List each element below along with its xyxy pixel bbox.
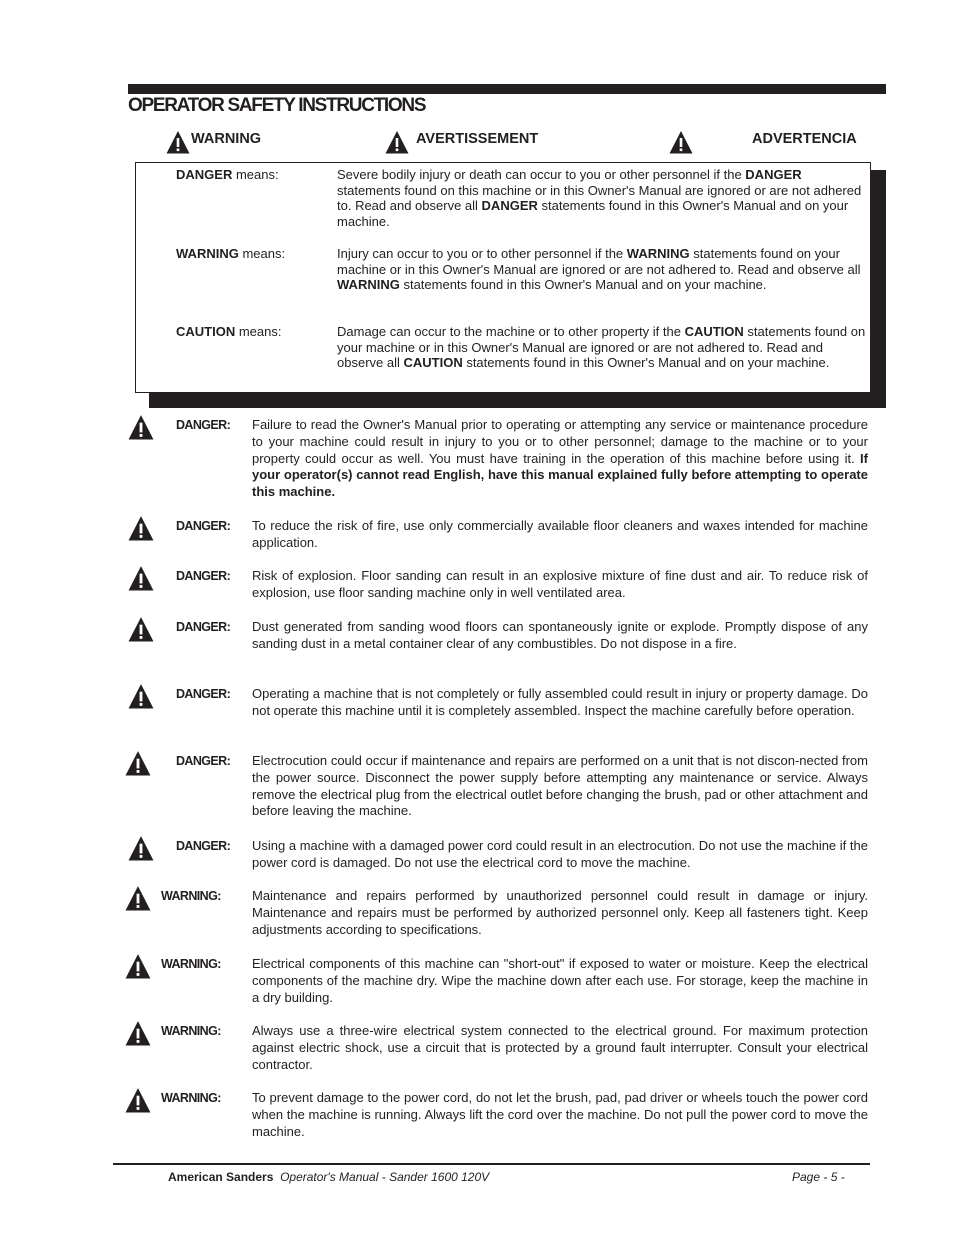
footer-manual: Operator's Manual - Sander 1600 120V xyxy=(280,1170,490,1184)
footer-brand: American Sanders xyxy=(168,1170,274,1184)
definition-term: WARNING means: xyxy=(176,246,286,261)
body-text: Always use a three-wire electrical system connected to the electrical ground. For maximum protection against electric shock, use a circuit that is protected by a ground fault interrupter. Consult your electrical contractor. xyxy=(252,1023,868,1072)
hazard-text xyxy=(252,753,868,820)
warning-triangle-icon xyxy=(128,616,154,642)
body-text: Using a machine with a damaged power cord could result in an electrocution. Do not use the machine if the power cord is damaged. Do not use the electrical cord to move the machine. xyxy=(252,838,868,870)
emphasis-text: WARNING xyxy=(337,277,400,293)
hazard-icon xyxy=(125,885,151,916)
hazard-text xyxy=(252,686,868,720)
body-text: statements found on your machine or in this Owner's Manual are ignored or are not adhered to. Read and observe all xyxy=(337,246,861,277)
hazard-text xyxy=(252,838,868,872)
body-text: statements found in this Owner's Manual and on your machine. xyxy=(399,277,767,293)
footer-page-number: Page - 5 - xyxy=(792,1170,845,1184)
body-text: Operating a machine that is not completely or fully assembled could result in injury or property damage. Do not operate this machine until it is completely assembled. Inspect the machine carefully before operation. xyxy=(252,686,868,718)
footer-manual-title xyxy=(168,1170,489,1184)
body-text: statements found on your machine or in this Owner's Manual are ignored or are not adhered to. Read and observe all xyxy=(337,324,866,371)
hazard-label: DANGER: xyxy=(176,754,231,768)
warning-triangle-icon xyxy=(125,750,151,776)
hazard-label: DANGER: xyxy=(176,569,231,583)
emphasis-text: CAUTION xyxy=(403,355,463,371)
hazard-icon xyxy=(128,683,154,714)
definition-text xyxy=(337,246,867,293)
advertencia-heading xyxy=(669,130,857,154)
warning-triangle-icon xyxy=(669,130,693,154)
warning-triangle-icon xyxy=(128,565,154,591)
body-text: To reduce the risk of fire, use only commercially available floor cleaners and waxes intended for machine application. xyxy=(252,518,868,550)
body-text: Dust generated from sanding wood floors can spontaneously ignite or explode. Promptly dispose of any sanding dust in a metal container clear of any combustibles. Do not dispose in a fire. xyxy=(252,619,868,651)
body-text: statements found in this Owner's Manual and on your machine. xyxy=(337,198,849,230)
warning-triangle-icon xyxy=(385,130,409,154)
footer-rule xyxy=(113,1163,870,1165)
hazard-label: DANGER: xyxy=(176,687,231,701)
warning-label: WARNING xyxy=(191,131,262,147)
warning-triangle-icon xyxy=(125,1087,151,1113)
hazard-label: DANGER: xyxy=(176,839,231,853)
body-text: Risk of explosion. Floor sanding can result in an explosive mixture of fine dust and air. To reduce risk of explosion, use floor sanding machine only in well ventilated area. xyxy=(252,568,868,600)
hazard-icon xyxy=(128,616,154,647)
hazard-text xyxy=(252,1023,868,1073)
hazard-icon xyxy=(125,953,151,984)
hazard-text xyxy=(252,518,868,552)
hazard-text xyxy=(252,1090,868,1140)
hazard-icon xyxy=(128,565,154,596)
emphasis-text: WARNING xyxy=(626,246,690,261)
hazard-label: DANGER: xyxy=(176,418,231,432)
warning-triangle-icon xyxy=(128,835,154,861)
definition-term: DANGER means: xyxy=(176,167,279,182)
hazard-label: WARNING: xyxy=(161,889,221,903)
body-text: statements found on this machine or in this Owner's Manual are ignored or are not adhered to. Read and observe all xyxy=(337,182,862,214)
body-text: Electrocution could occur if maintenance and repairs are performed on a unit that is not discon-nected from the power source. Disconnect the power supply before attempting any maintenance or service. Always remove the electrical plug from the electrical outlet before changing the brush, pad or other attachment and before leaving the machine. xyxy=(252,753,868,819)
warning-triangle-icon xyxy=(125,885,151,911)
hazard-icon xyxy=(125,1020,151,1051)
hazard-icon xyxy=(128,414,154,445)
hazard-icon xyxy=(128,515,154,546)
hazard-text xyxy=(252,568,868,602)
body-text: To prevent damage to the power cord, do not let the brush, pad, pad driver or wheels touch the power cord when the machine is running. Always lift the cord over the machine. Do not pull the power cord to move the machine. xyxy=(252,1090,868,1139)
body-text: Electrical components of this machine can "short-out" if exposed to water or moisture. Keep the electrical components of the machine dry. Wipe the machine down after each use. For storage, keep the machine in a dry building. xyxy=(252,956,868,1005)
header-rule xyxy=(128,84,886,94)
warning-triangle-icon xyxy=(166,130,190,154)
definition-text xyxy=(337,167,867,230)
hazard-label: DANGER: xyxy=(176,620,231,634)
hazard-label: WARNING: xyxy=(161,1024,221,1038)
emphasis-text: If your operator(s) cannot read English, have this manual explained fully before attempting to operate this machine. xyxy=(252,450,868,500)
definition-text xyxy=(337,324,867,371)
emphasis-text: DANGER xyxy=(481,198,538,214)
hazard-icon xyxy=(128,835,154,866)
body-text: Injury can occur to you or to other personnel if the xyxy=(337,246,627,261)
definitions-box xyxy=(135,162,871,393)
avertissement-label: AVERTISSEMENT xyxy=(416,131,539,147)
avertissement-heading xyxy=(385,130,539,154)
warning-heading xyxy=(166,130,262,154)
hazard-text xyxy=(252,956,868,1006)
warning-triangle-icon xyxy=(128,414,154,440)
hazard-icon xyxy=(125,1087,151,1118)
hazard-text xyxy=(252,888,868,938)
hazard-icon xyxy=(125,750,151,781)
body-text: Failure to read the Owner's Manual prior to operating or attempting any service or maintenance procedure to your machine could result in injury to you or to other personnel; damage to the machine or to your property could occur as well. You must have training in the operation of this machine before using it. xyxy=(252,417,868,466)
hazard-text xyxy=(252,417,868,501)
emphasis-text: CAUTION xyxy=(684,324,744,339)
advertencia-label: ADVERTENCIA xyxy=(752,131,857,147)
warning-triangle-icon xyxy=(125,953,151,979)
hazard-label: WARNING: xyxy=(161,1091,221,1105)
warning-triangle-icon xyxy=(128,515,154,541)
body-text: Severe bodily injury or death can occur to you or other personnel if the xyxy=(337,167,746,182)
hazard-text xyxy=(252,619,868,653)
body-text: Damage can occur to the machine or to other property if the xyxy=(337,324,685,339)
emphasis-text: DANGER xyxy=(745,167,802,182)
hazard-label: DANGER: xyxy=(176,519,231,533)
hazard-label: WARNING: xyxy=(161,957,221,971)
definition-term: CAUTION means: xyxy=(176,324,282,339)
body-text: Maintenance and repairs performed by unauthorized personnel could result in damage or injury. Maintenance and repairs must be performed by authorized personnel only. Keep all fasteners tight. Keep adjustments according to specifications. xyxy=(252,888,868,937)
warning-triangle-icon xyxy=(125,1020,151,1046)
body-text: statements found in this Owner's Manual and on your machine. xyxy=(462,355,830,371)
warning-triangle-icon xyxy=(128,683,154,709)
page-title: OPERATOR SAFETY INSTRUCTIONS xyxy=(128,95,426,116)
